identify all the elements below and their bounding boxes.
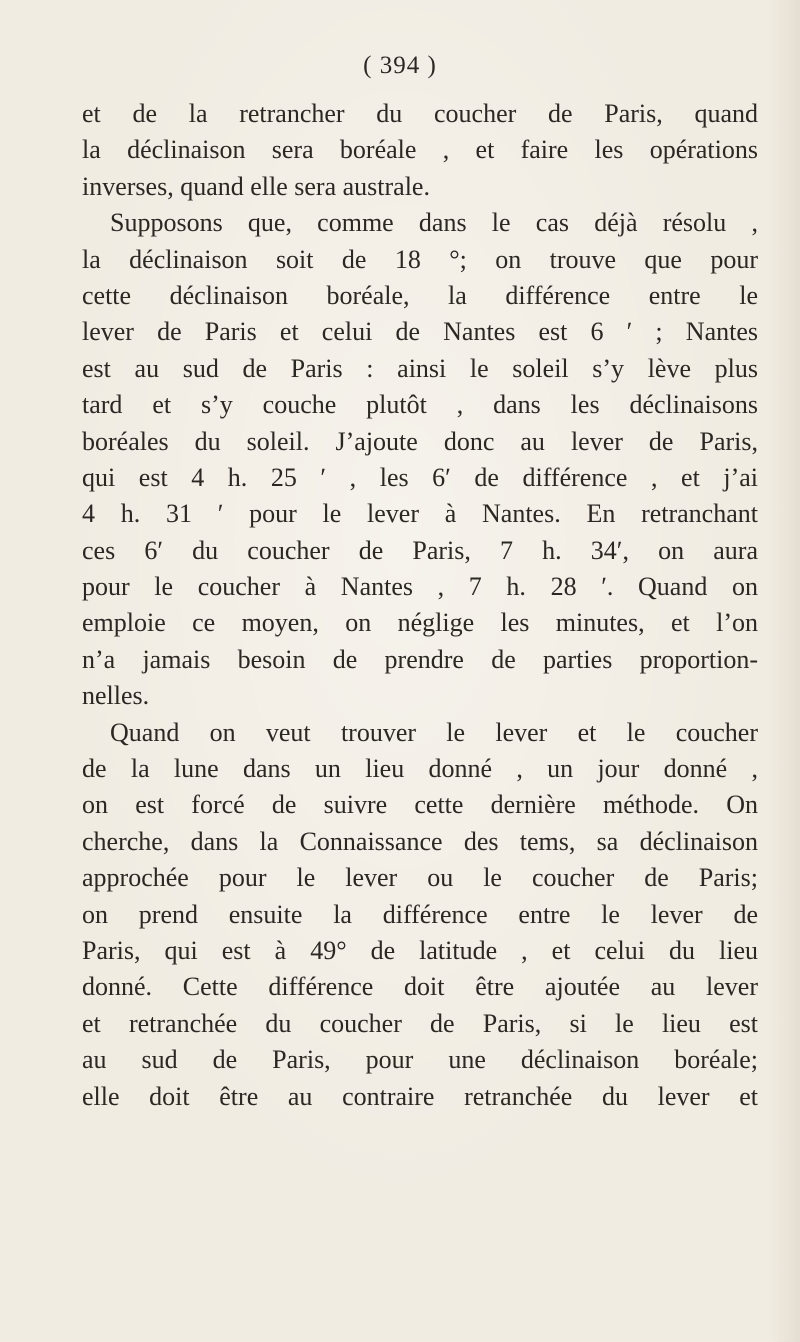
text-line: cette déclinaison boréale, la différence entre le bbox=[82, 280, 758, 310]
text-line: au sud de Paris, pour une déclinaison boréale; bbox=[82, 1045, 758, 1075]
text-line: la déclinaison sera boréale , et faire les opérations bbox=[82, 135, 758, 165]
text-line: de la lune dans un lieu donné , un jour donné , bbox=[82, 754, 758, 784]
text-line: est au sud de Paris : ainsi le soleil s’y lève plus bbox=[82, 353, 758, 383]
text-line: nelles. bbox=[82, 681, 150, 711]
text-line: emploie ce moyen, on néglige les minutes, et l’on bbox=[82, 608, 758, 638]
text-line: donné. Cette différence doit être ajoutée au lever bbox=[82, 972, 758, 1002]
text-line: et retranchée du coucher de Paris, si le lieu est bbox=[82, 1008, 758, 1038]
text-line: cherche, dans la Connaissance des tems, sa déclinaison bbox=[82, 826, 758, 856]
text-line: elle doit être au contraire retranchée du lever et bbox=[82, 1081, 758, 1111]
text-line: tard et s’y couche plutôt , dans les déclinaisons bbox=[82, 390, 758, 420]
text-line: la déclinaison soit de 18 °; on trouve que pour bbox=[82, 244, 758, 274]
text-line: Supposons que, comme dans le cas déjà résolu , bbox=[110, 208, 758, 238]
text-line: lever de Paris et celui de Nantes est 6 ʹ ; Nantes bbox=[82, 317, 758, 347]
text-line: inverses, quand elle sera australe. bbox=[82, 171, 430, 201]
text-line: boréales du soleil. J’ajoute donc au lever de Paris, bbox=[82, 426, 758, 456]
text-line: Paris, qui est à 49° de latitude , et celui du lieu bbox=[82, 935, 758, 965]
page-number-header: ( 394 ) bbox=[363, 52, 437, 79]
text-line: approchée pour le lever ou le coucher de Paris; bbox=[82, 863, 758, 893]
text-line: qui est 4 h. 25 ʹ , les 6ʹ de différence , et j’ai bbox=[82, 462, 758, 492]
text-line: et de la retrancher du coucher de Paris, quand bbox=[82, 99, 758, 128]
text-line: pour le coucher à Nantes , 7 h. 28 ʹ. Quand on bbox=[82, 572, 758, 602]
text-line: on est forcé de suivre cette dernière méthode. On bbox=[82, 790, 758, 820]
page-body-text bbox=[82, 96, 758, 1115]
text-line: on prend ensuite la différence entre le lever de bbox=[82, 899, 758, 929]
text-line: 4 h. 31 ʹ pour le lever à Nantes. En retranchant bbox=[82, 499, 758, 529]
text-line: ces 6ʹ du coucher de Paris, 7 h. 34ʹ, on aura bbox=[82, 535, 758, 565]
text-line: n’a jamais besoin de prendre de parties proportion- bbox=[82, 644, 758, 674]
text-line: Quand on veut trouver le lever et le coucher bbox=[110, 717, 758, 747]
